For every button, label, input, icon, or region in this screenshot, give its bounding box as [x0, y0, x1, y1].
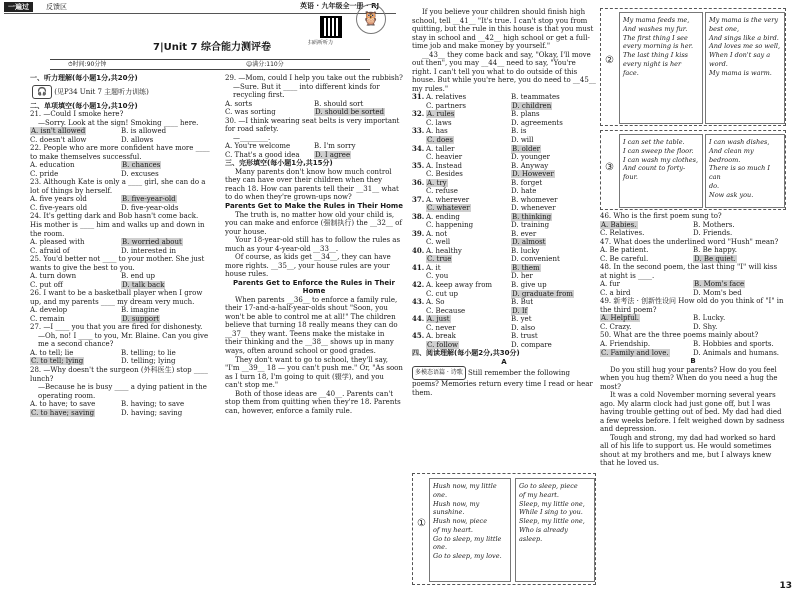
option[interactable]: D. whenever [511, 204, 556, 213]
option[interactable]: C. Crazy. [600, 322, 632, 331]
option[interactable]: D. Mom's bed [693, 288, 742, 297]
option[interactable]: C. follow [427, 340, 459, 349]
option[interactable]: C. laws [426, 118, 452, 127]
option[interactable]: B. Be happy. [693, 246, 737, 255]
poem-3-right: I can wash dishes, And clean my bedroom. There is so much I can do. Now ask you. [705, 134, 785, 208]
option[interactable]: C. whatever [427, 204, 470, 213]
poem-3-left: I can set the table. I can sweep the floor. I can wash my clothes, And count to forty- four. [619, 134, 703, 208]
question-24: 24. It's getting dark and Bob hasn't come back. His mother is ____ him and walks up and down in the room. A. pleased with B. worried about C. afraid of D. interested in [30, 212, 205, 255]
option[interactable]: C. Because [426, 306, 466, 315]
option[interactable]: A. Babies. [601, 220, 637, 229]
poem-1-left: Hush now, my little one. Hush now, my sunshine. Hush now, piece of my heart. Go to sleep, my little one. Go to sleep, my love. [429, 478, 511, 582]
cloze-question-38: 38. A. ending B. thinking C. happening D. training [412, 211, 552, 230]
option[interactable]: B. lucky [511, 246, 540, 255]
option[interactable]: B. them [512, 263, 540, 272]
option[interactable]: A. Friendship. [600, 339, 651, 348]
option[interactable]: B. Mothers. [693, 220, 735, 229]
option[interactable]: D. training [511, 221, 550, 230]
column-2 [225, 74, 403, 415]
time-score-bar [50, 59, 370, 70]
passage-b-paragraph: It was a cold November morning several years ago. My alarm clock had just gone off, but I was having trouble getting out of bed. My dad had died a few weeks before. I felt weighed down by sadness and depression. [600, 391, 785, 434]
option[interactable]: A. has [426, 127, 448, 136]
option[interactable]: A. not [426, 229, 448, 238]
option[interactable]: C. happening [426, 221, 474, 230]
full-score: ☺满分:110分 [246, 61, 284, 68]
cloze-question-31: 31. A. relatives B. teammates C. partners D. children [412, 92, 560, 110]
qr-caption: 扫码听听力 [308, 40, 334, 46]
option[interactable]: C. refuse [426, 187, 458, 196]
passage-b-label: B [690, 357, 696, 366]
cloze-question-35: 35. A. Instead B. Anyway C. Besides D. However [412, 160, 554, 179]
cloze-heading-1: Parents Get to Make the Rules in Their Home [225, 201, 403, 210]
option[interactable]: D. her [511, 272, 533, 281]
question-21: 21. —Could I smoke here? —Sorry. Look at the sign! Smoking ____ here. A. isn't allowed B. is allowed C. doesn't allow D. allows [30, 110, 212, 144]
cloze-heading-2: Parents Get to Enforce the Rules in Their Home [233, 278, 395, 296]
cloze-paragraph: Both of those ideas are __40__. Parents can't stop them from quitting when they're 18. Parents can, however, enforce a family rule. [225, 389, 401, 415]
option[interactable]: C. Besides [426, 170, 463, 179]
cloze-question-43: 43. A. So B. But C. Because D. If [412, 297, 534, 315]
question-50: 50. What are the three poems mainly about? A. Friendship. B. Hobbies and sports. C. Family and love. D. Animals and humans. [600, 331, 780, 357]
option[interactable]: C. a bird [600, 288, 631, 297]
cloze-question-44: 44. A. just B. yet C. never D. also [412, 314, 536, 332]
question-22: 22. People who are more confident have more ____ to make themselves successful. A. education B. chances C. pride D. excuses [30, 144, 210, 178]
passage-a-label: A [501, 357, 507, 366]
poem-number: ① [417, 518, 426, 529]
question-26: 26. I want to be a basketball player when I grow up, and my parents ____ my dream very much. A. develop B. imagine C. remain D. support [30, 289, 203, 323]
poem-tag: 多模态语篇 · 诗歌 [412, 366, 466, 380]
option[interactable]: D. If [512, 306, 528, 315]
option[interactable]: C. Relatives. [600, 229, 645, 238]
option[interactable]: C. true [427, 255, 452, 264]
option[interactable]: C. you [426, 272, 449, 281]
option[interactable]: B. Lucky. [693, 314, 726, 323]
option[interactable]: D. will [511, 135, 534, 144]
option[interactable]: B. Anyway [511, 161, 549, 170]
cloze-paragraph: Many parents don't know how much control they can have over their children when they reach 18. How can parents tell their __31__ what to do when they're grown-ups now? [225, 167, 399, 202]
option[interactable]: D. graduate from [512, 289, 573, 298]
option[interactable]: A. try [427, 178, 447, 187]
option[interactable]: A. it [426, 263, 441, 272]
option[interactable]: B. Mom's face [694, 280, 745, 289]
option[interactable]: D. Shy. [693, 322, 718, 331]
question-23: 23. Although Kate is only a ____ girl, she can do a lot of things by herself. A. five years old B. five-year-old C. five-years old D. five-year-olds [30, 178, 206, 212]
section-cloze: 三、完形填空(每小题1分,共15分) [225, 159, 333, 168]
cloze-paragraph: If you believe your children should finish high school, tell __41__ "It's true. I can't stop you from quitting, but the rule in this house is that you must stay in school and __42__ high school or get a full-time job and make money by yourself." [412, 8, 594, 51]
option[interactable]: A. healthy [426, 246, 462, 255]
option[interactable]: A. fur [600, 280, 620, 289]
q21-options: A. isn't allowed B. is allowed [31, 127, 167, 136]
option[interactable]: B. forget [511, 178, 543, 187]
cloze-paragraph: Your 18-year-old still has to follow the rules as much as your 4-year-old __33__. [225, 236, 401, 253]
option[interactable]: C. cut up [426, 289, 459, 298]
header-rule [4, 13, 396, 14]
cloze-question-37: 37. A. wherever B. whomever C. whatever D. whenever [412, 194, 558, 213]
poem-2-right: My mama is the very best one, And sings like a bird. And loves me so well, When I don't say a word. My mama is warm. [705, 12, 785, 124]
cloze-question-40: 40. A. healthy B. lucky C. true D. convenient [412, 245, 560, 264]
qr-code[interactable] [320, 16, 342, 38]
option[interactable]: D. hate [511, 187, 537, 196]
option[interactable]: D. younger [511, 153, 550, 162]
option[interactable]: A. Be patient. [600, 246, 649, 255]
option[interactable]: A. break [426, 332, 456, 341]
option[interactable]: A. just [427, 315, 450, 324]
page-header [0, 0, 400, 13]
option[interactable]: D. agreements [511, 118, 563, 127]
question-49: 49. 新考法 · 创新性设问 How old do you think of "I" in the third poem? A. Helpful. B. Lucky. C. Crazy. D. Shy. [600, 297, 784, 331]
cloze-paragraph: The truth is, no matter how old your child is, you can make and enforce (强制执行) the __32__ of your house. [225, 210, 402, 236]
cloze-question-42: 42. A. keep away from B. give up C. cut up D. graduate from [412, 280, 573, 298]
option[interactable]: A. relatives [426, 93, 467, 102]
cloze-question-39: 39. A. not B. ever C. well D. almost [412, 228, 546, 247]
column-1 [30, 74, 212, 417]
cloze-question-36: 36. A. try B. forget C. refuse D. hate [412, 177, 543, 196]
question-25: 25. You'd better not ____ to your mother. She just wants to give the best to you. A. turn down B. end up C. put off D. talk back [30, 255, 205, 289]
option[interactable]: B. older [512, 144, 541, 153]
option[interactable]: B. thinking [512, 212, 552, 221]
cloze-question-45: 45. A. break B. trust C. follow D. compare [412, 331, 552, 349]
listening-note: (见P34 Unit 7 主题听力训练) [54, 87, 149, 96]
time-limit: ⏱时间:90分钟 [68, 61, 107, 68]
option[interactable]: B. ever [511, 229, 537, 238]
column-3 [412, 8, 596, 561]
option[interactable]: A. taller [426, 144, 455, 153]
question-46: 46. Who is the first poem sung to? A. Babies. B. Mothers. C. Relatives. D. Friends. [600, 212, 735, 238]
poem-3-box [600, 130, 786, 210]
option[interactable]: A. wherever [426, 195, 470, 204]
option[interactable]: C. heavier [426, 153, 463, 162]
option[interactable]: D. children [512, 101, 552, 110]
poem-number: ③ [605, 162, 614, 174]
poem-2-left: My mama feeds me, And washes my fur. The first thing I see every morning is her. The last thing I kiss every night is her face. [619, 12, 703, 124]
brand-logo: 一遍过 [4, 2, 33, 12]
question-47: 47. What does the underlined word "Hush" mean? A. Be patient. B. Be happy. C. Be careful. D. Be quiet. [600, 237, 779, 263]
passage-b-paragraph: Do you still hug your parents? How do you feel when you hug them? When do you need a hug the most? [600, 365, 778, 391]
question-30: 30. —I think wearing seat belts is very important for road safety. —________. A. You're welcome B. I'm sorry C. That's a good idea D. I agree [225, 116, 400, 159]
option[interactable]: C. does [427, 135, 453, 144]
book-title: 英语 · 九年级全一册 · RJ [300, 2, 380, 10]
cloze-paragraph: They don't want to go to school, they'll say, "I'm __39__ 18 — you can't push me." Or, "As soon as I turn 18, I'm going to quit (辍学), and you can't stop me." [225, 355, 403, 390]
option[interactable]: D. compare [511, 340, 552, 349]
option[interactable]: D. almost [512, 238, 546, 247]
option[interactable]: B. give up [511, 281, 547, 289]
cloze-paragraph: When parents __36__ to enforce a family rule, their 17-and-a-half-year-olds shout "Soon, you won't be able to control me at all!" The children believe that turning 18 really means they can do __37__ they want. Teens make the mistake in their thinking and the __38__ shows up in many ways, often around school or good grades. [225, 295, 398, 355]
cloze-question-41: 41. A. it B. them C. you D. her [412, 262, 540, 281]
cloze-options [412, 93, 596, 349]
section-single-choice: 二、单项填空(每小题1分,共10分) [30, 101, 138, 110]
option[interactable]: B. But [511, 298, 534, 307]
option[interactable]: B. plans [511, 110, 540, 119]
option[interactable]: C. Family and love. [601, 348, 669, 357]
option[interactable]: A. Helpful. [601, 314, 640, 323]
option[interactable]: A. ending [426, 212, 460, 221]
option[interactable]: D. Animals and humans. [693, 348, 780, 357]
option[interactable]: B. teammates [511, 93, 560, 102]
section-reading: 四、阅读理解(每小题2分,共30分) [412, 349, 520, 358]
option[interactable]: D. Be quiet. [694, 254, 736, 263]
question-48: 48. In the second poem, the last thing "I" will kiss at night is ____. A. fur B. Mom's face C. a bird D. Mom's bed [600, 263, 778, 297]
cloze-question-34: 34. A. taller B. older C. heavier D. younger [412, 143, 550, 162]
cloze-question-33: 33. A. has B. is C. does D. will [412, 126, 534, 144]
option[interactable]: B. is [511, 127, 527, 136]
option[interactable]: D. also [511, 323, 536, 332]
option[interactable]: D. convenient [511, 255, 560, 264]
passage-b-paragraph: Tough and strong, my dad had worked so hard all of his life to support us. He would sometimes shout at my brothers and me, but I always knew that he loved us. [600, 433, 776, 468]
option[interactable]: A. So [426, 298, 445, 307]
section-label: 反馈区 [46, 3, 67, 11]
question-29: 29. —Mom, could I help you take out the rubbish? —Sure. But it ____ into different kinds for recycling first. A. sorts B. should sort C. was sorting D. should be sorted [225, 74, 403, 117]
column-4 [600, 8, 786, 468]
option[interactable]: D. However [512, 170, 554, 179]
question-28: 28. —Why doesn't the surgeon (外科医生) stop ____ lunch? —Because he is busy ____ a dying patient in the operating room. A. to have; to save B. having; to save C. to have; saving D. having; saving [30, 366, 208, 417]
cloze-question-32: 32. A. rules B. plans C. laws D. agreements [412, 109, 563, 127]
option[interactable]: A. Instead [426, 161, 462, 170]
question-27: 27. —I ____ you that you are fired for dishonesty. —Oh, no! I ____ to you, Mr. Blaine. Can you give me a second chance? A. to tell; lie B. telling; to lie C. to tell; lying D. telling; lying [30, 323, 209, 366]
option[interactable]: B. yet [511, 315, 532, 324]
poem-number: ② [605, 55, 614, 67]
cloze-paragraph: Of course, as kids get __34__, they can have more rights. __35__, your house rules are your house rules. [225, 253, 391, 279]
option[interactable]: B. Hobbies and sports. [693, 339, 774, 348]
option[interactable]: C. never [426, 323, 456, 332]
option[interactable]: C. Be careful. [600, 254, 649, 263]
owl-mascot-icon: 🦉 [356, 4, 386, 34]
option[interactable]: D. Friends. [693, 229, 733, 238]
option[interactable]: B. trust [511, 332, 538, 341]
headphones-icon: 🎧 [32, 85, 52, 99]
poem-2-box [600, 8, 786, 126]
section-listening: 一、听力理解(每小题1分,共20分) [30, 74, 138, 82]
reading-questions [600, 212, 786, 357]
option[interactable]: C. partners [426, 101, 466, 110]
poem-intro: 多模态语篇 · 诗歌 Still remember the following poems? Memories return every time I read or hear them. [412, 366, 596, 397]
poem-1-right: Go to sleep, piece of my heart. Sleep, my little one, While I sing to you. Sleep, my little one, Who is already asleep. [515, 478, 595, 582]
option[interactable]: B. whomever [511, 195, 558, 204]
option[interactable]: A. rules [427, 110, 455, 119]
cloze-paragraph: __43__ they come back and say, "Okay, I'll move out then", you may __44__ need to say, "You're right. I can't tell you what to do outside of this house. But while you're here, you do need to __45__ my rules." [412, 50, 596, 93]
option[interactable]: A. keep away from [426, 281, 493, 289]
poem-1-box [412, 473, 596, 585]
page-title: 7|Unit 7 综合能力测评卷 [153, 42, 271, 53]
page-number: 13 [779, 581, 792, 592]
option[interactable]: C. well [426, 238, 451, 247]
